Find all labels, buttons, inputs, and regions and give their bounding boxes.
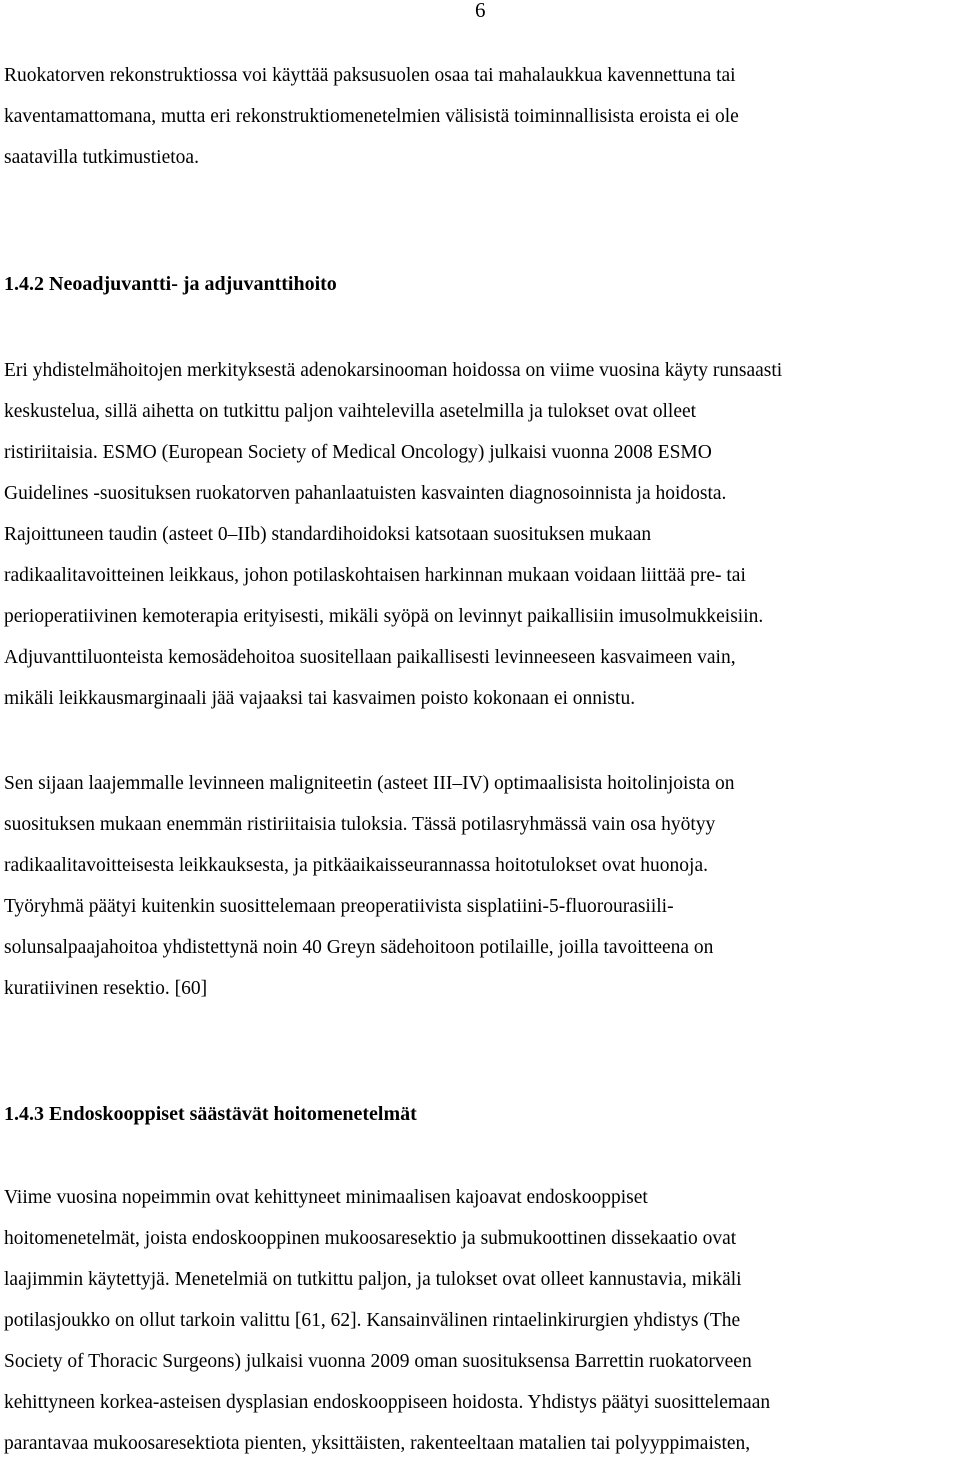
text-line: Guidelines -suosituksen ruokatorven pahanlaatuisten kasvainten diagnosoinnista ja hoidosta. (4, 483, 727, 504)
text-line: Viime vuosina nopeimmin ovat kehittyneet minimaalisen kajoavat endoskooppiset (4, 1187, 648, 1208)
text-line: solunsalpaajahoitoa yhdistettynä noin 40 Greyn sädehoitoon potilaille, joilla tavoitteena on (4, 937, 714, 958)
text-line: Sen sijaan laajemmalle levinneen maligniteetin (asteet III–IV) optimaalisista hoitolinjoista on (4, 773, 735, 794)
page-number: 6 (475, 0, 486, 22)
text-line: mikäli leikkausmarginaali jää vajaaksi tai kasvaimen poisto kokonaan ei onnistu. (4, 688, 636, 709)
section-heading-1-4-2: 1.4.2 Neoadjuvantti- ja adjuvanttihoito (4, 273, 337, 295)
text-line: radikaalitavoitteinen leikkaus, johon potilaskohtaisen harkinnan mukaan voidaan liittää pre- tai (4, 565, 746, 586)
text-line: ristiriitaisia. ESMO (European Society of Medical Oncology) julkaisi vuonna 2008 ESMO (4, 442, 712, 463)
paragraph-advanced-disease (4, 763, 960, 1009)
text-line: kehittyneen korkea-asteisen dysplasian endoskooppiseen hoidosta. Yhdistys päätyi suosittelemaan (4, 1392, 771, 1413)
text-line: Society of Thoracic Surgeons) julkaisi vuonna 2009 oman suosituksensa Barrettin ruokatorveen (4, 1351, 752, 1372)
text-line: kaventamattomana, mutta eri rekonstruktiomenetelmien välisistä toiminnallisista eroista ei ole (4, 106, 739, 127)
paragraph-combination-therapy (4, 350, 960, 719)
text-line: kuratiivinen resektio. [60] (4, 978, 208, 999)
paragraph-endoscopic-methods (4, 1177, 960, 1464)
text-line: parantavaa mukoosaresektiota pienten, yksittäisten, rakenteeltaan matalien tai polyyppimaisten, (4, 1433, 751, 1454)
text-line: perioperatiivinen kemoterapia erityisesti, mikäli syöpä on levinnyt paikallisiin imusolmukkeisiin. (4, 606, 764, 627)
section-heading-1-4-3: 1.4.3 Endoskooppiset säästävät hoitomenetelmät (4, 1103, 417, 1125)
paragraph-reconstruction (4, 55, 960, 178)
text-line: Rajoittuneen taudin (asteet 0–IIb) standardihoidoksi katsotaan suosituksen mukaan (4, 524, 652, 545)
text-line: saatavilla tutkimustietoa. (4, 147, 199, 168)
text-line: Adjuvanttiluonteista kemosädehoitoa suositellaan paikallisesti levinneeseen kasvaimeen vain, (4, 647, 736, 668)
text-line: Työryhmä päätyi kuitenkin suosittelemaan preoperatiivista sisplatiini-5-fluorourasiili- (4, 896, 674, 917)
text-line: Eri yhdistelmähoitojen merkityksestä adenokarsinooman hoidossa on viime vuosina käyty runsaasti (4, 360, 783, 381)
text-line: radikaalitavoitteisesta leikkauksesta, ja pitkäaikaisseurannassa hoitotulokset ovat huonoja. (4, 855, 708, 876)
text-line: keskustelua, sillä aihetta on tutkittu paljon vaihtelevilla asetelmilla ja tulokset ovat olleet (4, 401, 697, 422)
text-line: laajimmin käytettyjä. Menetelmiä on tutkittu paljon, ja tulokset ovat olleet kannustavia, mikäli (4, 1269, 742, 1290)
text-line: potilasjoukko on ollut tarkoin valittu [61, 62]. Kansainvälinen rintaelinkirurgien yhdistys (The (4, 1310, 741, 1331)
text-line: suosituksen mukaan enemmän ristiriitaisia tuloksia. Tässä potilasryhmässä vain osa hyötyy (4, 814, 716, 835)
text-line: hoitomenetelmät, joista endoskooppinen mukoosaresektio ja submukoottinen dissekaatio ovat (4, 1228, 737, 1249)
text-line: Ruokatorven rekonstruktiossa voi käyttää paksusuolen osaa tai mahalaukkua kavennettuna tai (4, 65, 736, 86)
